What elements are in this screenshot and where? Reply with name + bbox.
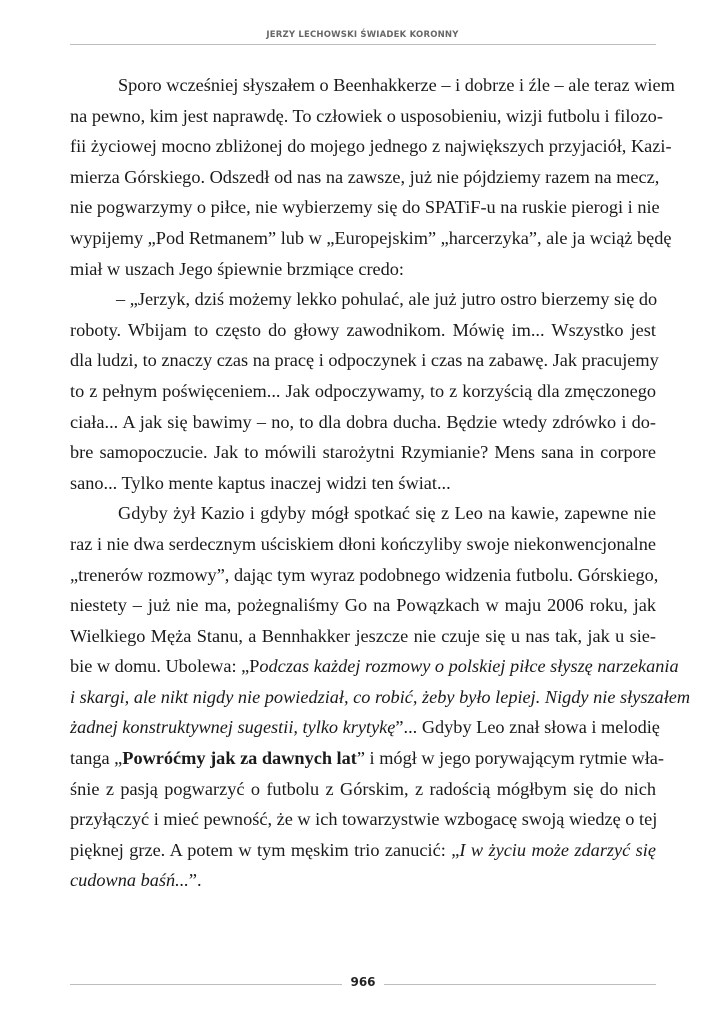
italic-quote: żadnej konstruktywnej sugestii, tylko krytykę: [70, 717, 396, 738]
text-line: [70, 743, 665, 774]
text-line: fii życiowej mocno zbliżonej do mojego jednego z największych przyjaciół, Kazi-: [70, 136, 672, 157]
text-line: [70, 712, 660, 743]
page-footer: [70, 975, 656, 993]
text-line: raz i nie dwa serdecznym uściskiem dłoni kończyliby swoje niekonwencjonalne: [70, 533, 656, 554]
text-line: Wielkiego Męża Stanu, a Bennhakker jeszcze nie czuje się u nas tak, jak u sie-: [70, 625, 656, 646]
text-line: dla ludzi, to znaczy czas na pracę i odpoczynek i czas na zabawę. Jak pracujemy: [70, 350, 659, 371]
footer-divider-right: [384, 984, 656, 985]
text-line: roboty. Wbijam to często do głowy zawodnikom. Mówię im... Wszystko jest: [70, 319, 656, 340]
text-line: przyłączyć i mieć pewność, że w ich towarzystwie wzbogacę swoją wiedzę o tej: [70, 809, 658, 830]
text-line: bre samopoczucie. Jak to mówili starożytni Rzymianie? Mens sana in corpore: [70, 442, 656, 463]
text-line: Gdyby żył Kazio i gdyby mógł spotkać się z Leo na kawie, zapewne nie: [118, 503, 656, 524]
text-line: [70, 865, 656, 896]
italic-quote: cudowna baśń...: [70, 870, 189, 891]
text-run: pięknej grze. A potem w tym męskim trio zanucić: „: [70, 839, 460, 860]
text-line: „trenerów rozmowy”, dając tym wyraz podobnego widzenia futbolu. Górskiego,: [70, 564, 659, 585]
body-text: [70, 70, 691, 896]
text-line: – „Jerzyk, dziś możemy lekko pohulać, ale już jutro ostro bierzemy się do: [116, 289, 658, 310]
italic-quote: I w życiu może zdarzyć się: [459, 839, 656, 860]
text-run: tanga „: [70, 748, 123, 769]
text-line: nie pogwarzymy o piłce, nie wybierzemy się do SPATiF-u na ruskie pierogi i nie: [70, 197, 660, 218]
text-line: niestety – już nie ma, pożegnaliśmy Go na Powązkach w maju 2006 roku, jak: [70, 595, 656, 616]
italic-quote: i skargi, ale nikt nigdy nie powiedział, co robić, żeby było lepiej. Nigdy nie słyszałem: [70, 686, 691, 707]
text-line: mierza Górskiego. Odszedł od nas na zawsze, już nie pójdziemy razem na mecz,: [70, 166, 660, 187]
text-line: śnie z pasją pogwarzyć o futbolu z Górskim, z radością mógłbym się do nich: [70, 778, 656, 799]
text-line: to z pełnym poświęceniem... Jak odpoczywamy, to z korzyścią dla zmęczonego: [70, 380, 656, 401]
text-run: bie w domu. Ubolewa: „P: [70, 656, 260, 677]
running-header: JERZY LECHOWSKI ŚWIADEK KORONNY: [266, 30, 459, 40]
header-divider: [70, 44, 656, 45]
text-line: Sporo wcześniej słyszałem o Beenhakkerze – i dobrze i źle – ale teraz wiem: [118, 75, 675, 95]
text-line: miał w uszach Jego śpiewnie brzmiące credo:: [70, 258, 405, 279]
page-number: 966: [350, 975, 376, 989]
italic-quote: odczas każdej rozmowy o polskiej piłce słyszę narzekania: [259, 656, 679, 677]
text-run: ”.: [188, 870, 202, 891]
text-run: ”... Gdyby Leo znał słowa i melodię: [395, 717, 660, 738]
text-run: ” i mógł w jego porywającym rytmie wła-: [356, 748, 665, 769]
text-line: ciała... A jak się bawimy – no, to dla dobra ducha. Będzie wtedy zdrówko i do-: [70, 411, 656, 432]
text-line: [70, 835, 656, 866]
song-title: Powróćmy jak za dawnych lat: [122, 748, 357, 769]
text-line: [70, 651, 679, 682]
text-line: wypijemy „Pod Retmanem” lub w „Europejskim” „harcerzyka”, ale ja wciąż będę: [70, 227, 672, 248]
text-line: na pewno, kim jest naprawdę. To człowiek o usposobieniu, wizji futbolu i filozo-: [70, 105, 663, 126]
text-line: sano... Tylko mente kaptus inaczej widzi ten świat...: [70, 472, 451, 493]
